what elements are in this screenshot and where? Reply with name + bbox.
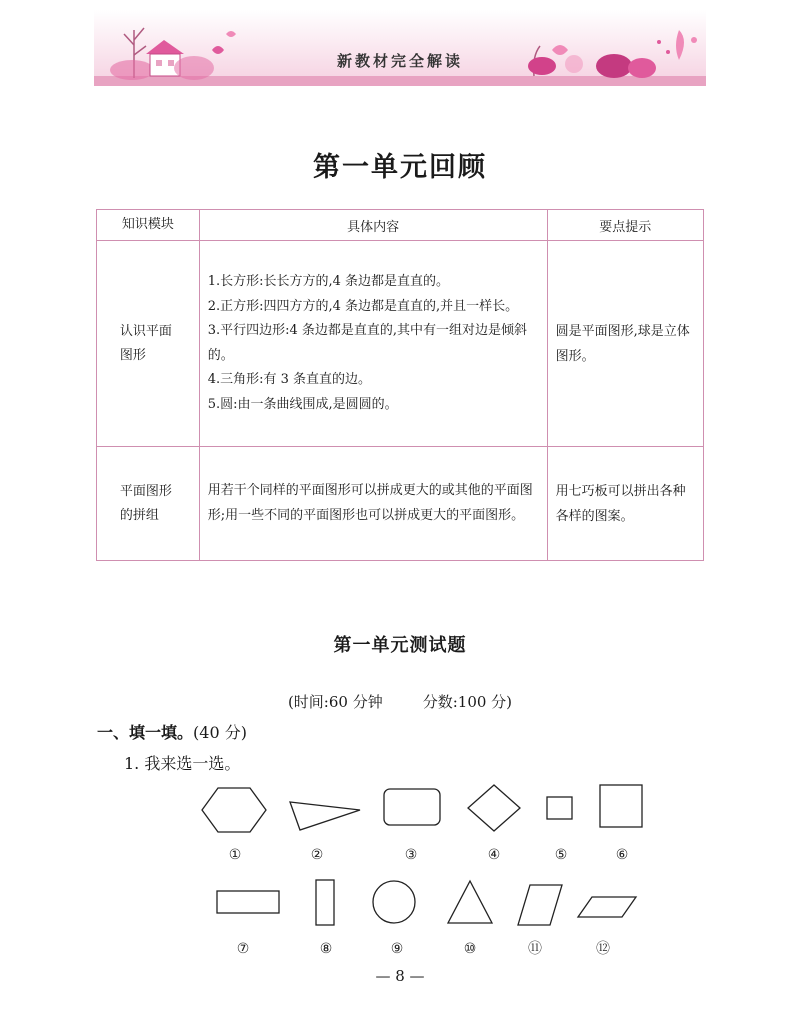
shape-label-10: ⑩ <box>463 941 477 957</box>
table-row <box>97 447 704 561</box>
content-line: 1.长方形:长长方方的,4 条边都是直直的。 <box>207 274 450 289</box>
tall-rectangle-shape <box>316 880 334 925</box>
shape-label-12: ⑫ <box>596 941 610 957</box>
content-line: 用若干个同样的平面图形可以拼成更大的或其他的平面图形;用一些不同的平面图形也可以拼成更大的平面图形。 <box>207 483 533 523</box>
review-table <box>96 209 704 561</box>
table-row <box>97 241 704 447</box>
page-number: — 8 — <box>375 967 425 985</box>
header-banner <box>94 10 706 88</box>
shapes-figure <box>190 780 650 965</box>
content-line: 5.圆:由一条曲线围成,是圆圆的。 <box>207 396 398 412</box>
header-content: 具体内容 <box>199 210 547 241</box>
time-score-line <box>0 691 800 712</box>
section-label: 一、填一填。 <box>97 723 194 742</box>
shape-label-8: ⑧ <box>319 941 333 957</box>
module-cell <box>97 447 200 561</box>
content-line: 3.平行四边形:4 条边都是直直的,其中有一组对边是倾斜的。 <box>207 323 528 363</box>
module-cell <box>97 241 200 447</box>
circle-shape <box>373 881 415 923</box>
shape-label-9: ⑨ <box>390 941 404 957</box>
hexagon-shape <box>202 788 266 832</box>
total-score: 分数:100 分) <box>422 693 513 711</box>
parallelogram-shape <box>518 885 562 925</box>
header-module: 知识模块 <box>97 210 200 241</box>
shape-label-1: ① <box>228 847 242 863</box>
content-cell <box>199 241 547 447</box>
shape-label-4: ④ <box>487 847 501 863</box>
module-label: 平面图形的拼组 <box>119 483 172 523</box>
shape-label-5: ⑤ <box>554 847 568 863</box>
long-rectangle-shape <box>217 891 279 913</box>
table-header-row <box>97 210 704 241</box>
rounded-rectangle-shape <box>384 789 440 825</box>
time-limit: (时间:60 分钟 <box>287 693 383 711</box>
shape-label-2: ② <box>310 847 324 863</box>
diamond-shape <box>468 785 520 831</box>
tip-cell: 圆是平面图形,球是立体图形。 <box>547 241 703 447</box>
question-1: 1. 我来选一选。 <box>124 754 241 773</box>
page-title: 第一单元回顾 <box>313 152 487 183</box>
tip-cell: 用七巧板可以拼出各种各样的图案。 <box>547 447 703 561</box>
triangle-sliver-shape <box>290 802 360 830</box>
shape-label-6: ⑥ <box>615 847 629 863</box>
square-shape <box>600 785 642 827</box>
shape-label-3: ③ <box>404 847 418 863</box>
section-heading <box>97 720 247 743</box>
small-square-shape <box>547 797 572 819</box>
flat-parallelogram-shape <box>578 897 636 917</box>
shape-label-11: ⑪ <box>528 941 542 957</box>
section-points: (40 分) <box>193 723 247 742</box>
content-line: 4.三角形:有 3 条直直的边。 <box>207 372 372 387</box>
triangle-shape <box>448 881 492 923</box>
header-title: 新教材完全解读 <box>336 52 463 70</box>
test-title: 第一单元测试题 <box>333 635 467 656</box>
shape-label-7: ⑦ <box>236 941 250 957</box>
content-cell <box>199 447 547 561</box>
module-label: 认识平面图形 <box>119 323 172 363</box>
header-tip: 要点提示 <box>547 210 703 241</box>
content-line: 2.正方形:四四方方的,4 条边都是直直的,并且一样长。 <box>207 298 519 314</box>
